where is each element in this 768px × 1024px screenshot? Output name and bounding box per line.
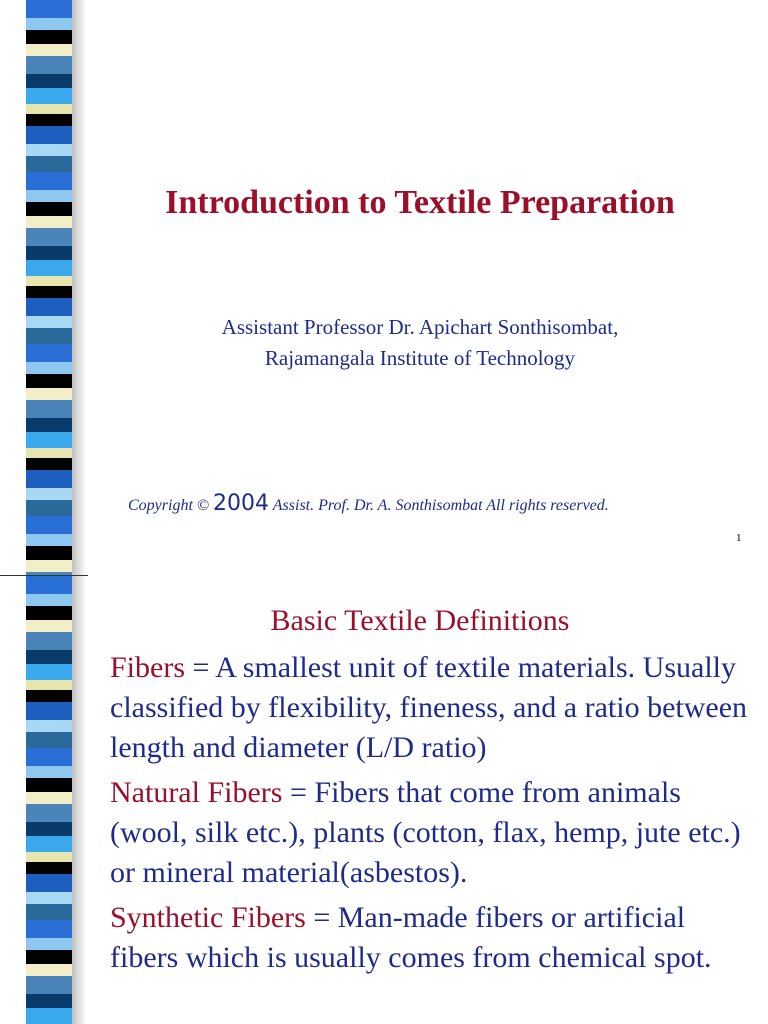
definition-separator: =: [185, 651, 216, 684]
definition-text: A smallest unit of textile materials. Usually classified by flexibility, fineness, and a ratio between length and diameter (L/D ratio): [110, 651, 748, 764]
page-number: 1: [736, 532, 742, 544]
definition-separator: =: [282, 776, 315, 809]
copyright-year: 2004: [213, 491, 270, 516]
definition-term: Synthetic Fibers: [110, 901, 306, 934]
definition-text: Fibers that come from animals (wool, silk etc.), plants (cotton, flax, hemp, jute etc.) or mineral material(asbestos).: [110, 776, 741, 889]
definition-term: Natural Fibers: [110, 776, 283, 809]
slide-title: Introduction to Textile Preparation: [165, 184, 675, 221]
author-block: [90, 312, 750, 374]
author-name: Assistant Professor Dr. Apichart Sonthisombat,: [221, 315, 619, 339]
decorative-stripe: [26, 576, 72, 1024]
author-institution: Rajamangala Institute of Technology: [264, 346, 576, 370]
stripe-shadow: [72, 576, 86, 1024]
copyright-prefix: Copyright ©: [128, 497, 210, 514]
slide-2: [0, 576, 768, 1024]
definition-synthetic-fibers: [110, 898, 760, 978]
definition-text: Man-made fibers or artificial fibers which is usually comes from chemical spot.: [110, 901, 712, 974]
definition-fibers: [110, 648, 760, 768]
section-title: Basic Textile Definitions: [270, 604, 570, 637]
copyright-text: Assist. Prof. Dr. A. Sonthisombat All rights reserved.: [272, 497, 609, 514]
stripe-shadow: [72, 0, 86, 576]
definitions-list: [110, 648, 760, 983]
definition-separator: =: [305, 901, 338, 934]
decorative-stripe: [26, 0, 72, 576]
definition-natural-fibers: [110, 773, 760, 893]
copyright-notice: [128, 486, 688, 524]
definition-term: Fibers: [110, 651, 185, 684]
